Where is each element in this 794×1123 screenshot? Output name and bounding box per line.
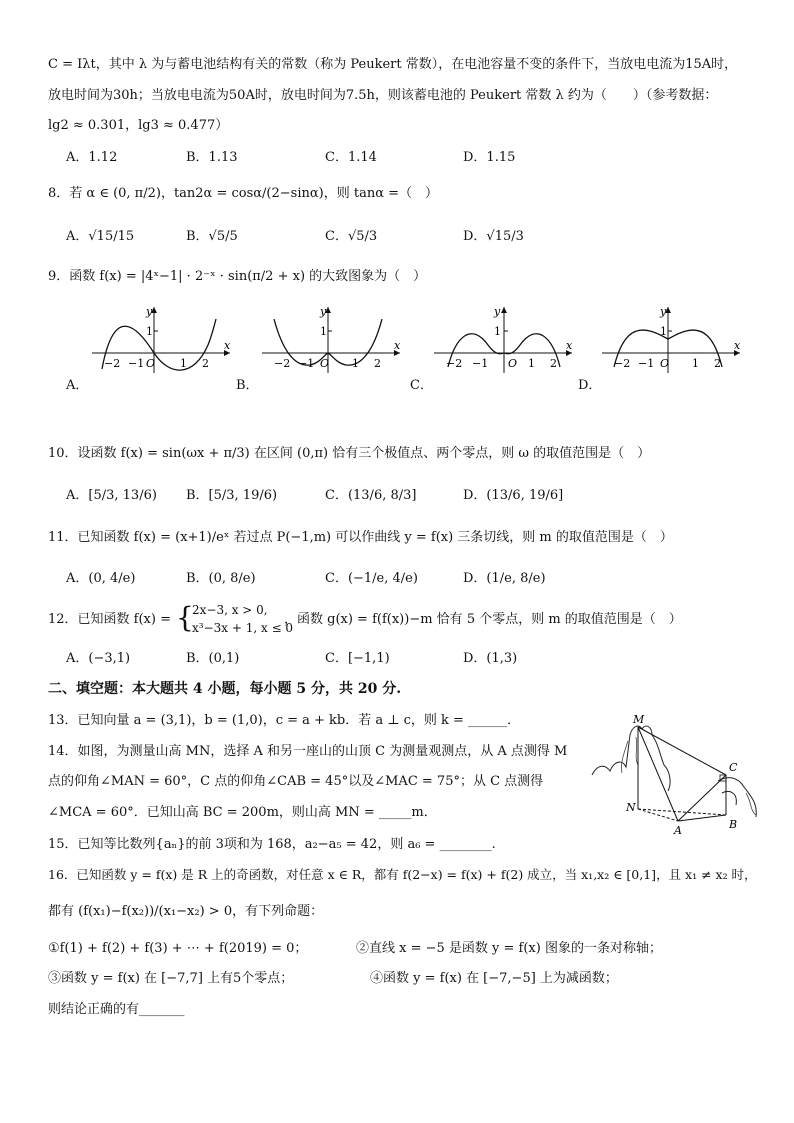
fig-label-n: N	[626, 801, 636, 814]
q9-stem: 9．函数 f(x) = |4ˣ−1| · 2⁻ˣ · sin(π/2 + x) 的大致图象为（ ）	[48, 269, 427, 284]
svg-text:−1: −1	[472, 357, 489, 370]
svg-text:O: O	[508, 357, 518, 370]
q14-line3: ∠MCA = 60°．已知山高 BC = 200m，则山高 MN = _____m．	[48, 805, 437, 820]
q16-line2: 都有 (f(x₁)−f(x₂))/(x₁−x₂) > 0，有下列命题：	[48, 904, 324, 919]
q7-stem-line3: lg2 ≈ 0.301，lg3 ≈ 0.477）	[48, 118, 229, 133]
q9-option-a-label[interactable]: A．	[66, 378, 89, 393]
q14-line2: 点的仰角∠MAN = 60°，C 点的仰角∠CAB = 45°以及∠MAC = 75°；从 C 点测得	[48, 774, 544, 789]
svg-text:y: y	[320, 305, 327, 318]
svg-text:1: 1	[320, 325, 327, 338]
svg-text:x: x	[734, 339, 741, 352]
q10-option-c[interactable]: C．(13/6, 8/3]	[325, 488, 417, 503]
q8-option-d[interactable]: D．√15/3	[463, 229, 524, 244]
fig-label-b: B	[729, 818, 738, 831]
q10-option-a[interactable]: A．[5/3, 13/6)	[66, 488, 157, 503]
q12-case2: x³−3x + 1, x ≤ 0	[192, 621, 294, 635]
svg-text:1: 1	[692, 357, 699, 370]
svg-text:y: y	[660, 305, 667, 318]
q9-graph-a[interactable]	[90, 305, 235, 379]
fig-label-a: A	[674, 824, 682, 837]
q13-stem: 13．已知向量 a = (3,1)，b = (1,0)，c = a + kb．若 a ⊥ c，则 k = ______．	[48, 713, 521, 728]
q11-option-a[interactable]: A．(0, 4/e)	[66, 571, 136, 586]
q12-option-a[interactable]: A．(−3,1)	[66, 651, 131, 666]
q16-line1: 16．已知函数 y = f(x) 是 R 上的奇函数，对任意 x ∈ R，都有 f(2−x) = f(x) + f(2) 成立，当 x₁,x₂ ∈ [0,1]，且 x₁ ≠ x₂ 时，	[48, 867, 757, 882]
q7-option-d[interactable]: D．1.15	[463, 150, 516, 165]
svg-text:1: 1	[180, 357, 187, 370]
q12-stem-a: 12．已知函数 f(x) =	[48, 612, 171, 627]
svg-text:O: O	[320, 357, 330, 370]
q10-stem: 10．设函数 f(x) = sin(ωx + π/3) 在区间 (0,π) 恰有三个极值点、两个零点，则 ω 的取值范围是（ ）	[48, 446, 651, 461]
svg-text:x: x	[224, 339, 231, 352]
svg-text:−1: −1	[638, 357, 655, 370]
q12-case1: 2x−3, x > 0,	[192, 603, 268, 617]
q8-option-b[interactable]: B．√5/5	[186, 229, 238, 244]
q7-option-c[interactable]: C．1.14	[325, 150, 377, 165]
q9-option-b-label[interactable]: B．	[236, 378, 259, 393]
svg-text:2: 2	[714, 357, 721, 370]
svg-text:y: y	[146, 305, 153, 318]
q11-option-c[interactable]: C．(−1/e, 4/e)	[325, 571, 418, 586]
q12-option-d[interactable]: D．(1,3)	[463, 651, 518, 666]
svg-text:−1: −1	[298, 357, 315, 370]
q14-line1: 14．如图，为测量山高 MN，选择 A 和另一座山的山顶 C 为测量观测点，从 A 点测得 M	[48, 744, 568, 759]
section-2-title: 二、填空题：本大题共 4 小题，每小题 5 分，共 20 分.	[48, 681, 402, 697]
q7-stem-line1: C = Iλt，其中 λ 为与蓄电池结构有关的常数（称为 Peukert 常数），在电池容量不变的条件下，当放电电流为15A时，	[48, 57, 738, 72]
q16-proposition-4: ④函数 y = f(x) 在 [−7,−5] 上为减函数；	[370, 971, 618, 986]
q11-stem: 11．已知函数 f(x) = (x+1)/eˣ 若过点 P(−1,m) 可以作曲线 y = f(x) 三条切线，则 m 的取值范围是（ ）	[48, 530, 673, 545]
q8-stem: 8．若 α ∈ (0, π/2)，tan2α = cosα/(2−sinα)，则 tanα =（ ）	[48, 186, 439, 201]
q12-option-c[interactable]: C．[−1,1)	[325, 651, 390, 666]
q16-proposition-2: ②直线 x = −5 是函数 y = f(x) 图象的一条对称轴；	[356, 941, 662, 956]
q10-option-d[interactable]: D．(13/6, 19/6]	[463, 488, 564, 503]
svg-text:1: 1	[528, 357, 535, 370]
svg-text:1: 1	[146, 325, 153, 338]
svg-text:1: 1	[352, 357, 359, 370]
svg-text:1: 1	[660, 325, 667, 338]
svg-text:O: O	[660, 357, 670, 370]
q15-stem: 15．已知等比数列{aₙ}的前 3项和为 168，a₂−a₅ = 42，则 a₆ = ________.	[48, 837, 496, 852]
q9-option-d-label[interactable]: D．	[578, 378, 602, 393]
svg-text:−1: −1	[128, 357, 145, 370]
q10-option-b[interactable]: B．[5/3, 19/6)	[186, 488, 278, 503]
svg-text:y: y	[494, 305, 501, 318]
svg-text:−2: −2	[274, 357, 291, 370]
q7-option-b[interactable]: B．1.13	[186, 150, 238, 165]
svg-text:O: O	[146, 357, 156, 370]
svg-text:2: 2	[202, 357, 209, 370]
fig-label-m: M	[633, 713, 645, 726]
q12-piecewise-brace: {	[176, 601, 194, 634]
svg-text:x: x	[394, 339, 401, 352]
svg-text:2: 2	[374, 357, 381, 370]
q11-option-d[interactable]: D．(1/e, 8/e)	[463, 571, 546, 586]
q7-option-a[interactable]: A．1.12	[66, 150, 118, 165]
svg-text:x: x	[566, 339, 573, 352]
q8-option-a[interactable]: A．√15/15	[66, 229, 135, 244]
q12-stem-b: ，函数 g(x) = f(f(x))−m 恰有 5 个零点，则 m 的取值范围是（ ）	[284, 612, 682, 627]
q12-option-b[interactable]: B．(0,1)	[186, 651, 240, 666]
fig-label-c: C	[729, 761, 738, 774]
q14-mountain-figure	[588, 713, 763, 842]
q16-line3: 则结论正确的有_______	[48, 1002, 185, 1017]
q16-proposition-3: ③函数 y = f(x) 在 [−7,7] 上有5个零点；	[48, 971, 294, 986]
q9-graph-d[interactable]	[600, 305, 745, 379]
q9-graph-b[interactable]	[260, 305, 405, 379]
svg-text:−2: −2	[104, 357, 121, 370]
svg-text:1: 1	[494, 325, 501, 338]
q9-option-c-label[interactable]: C．	[410, 378, 433, 393]
q9-graph-c[interactable]	[432, 305, 577, 379]
q7-stem-line2: 放电时间为30h；当放电电流为50A时，放电时间为7.5h，则该蓄电池的 Peukert 常数 λ 约为（ ）（参考数据：	[48, 88, 718, 103]
q16-proposition-1: ①f(1) + f(2) + f(3) + ⋯ + f(2019) = 0；	[48, 941, 308, 956]
svg-text:2: 2	[550, 357, 557, 370]
q11-option-b[interactable]: B．(0, 8/e)	[186, 571, 256, 586]
q8-option-c[interactable]: C．√5/3	[325, 229, 378, 244]
svg-text:−2: −2	[446, 357, 463, 370]
svg-text:−2: −2	[614, 357, 631, 370]
